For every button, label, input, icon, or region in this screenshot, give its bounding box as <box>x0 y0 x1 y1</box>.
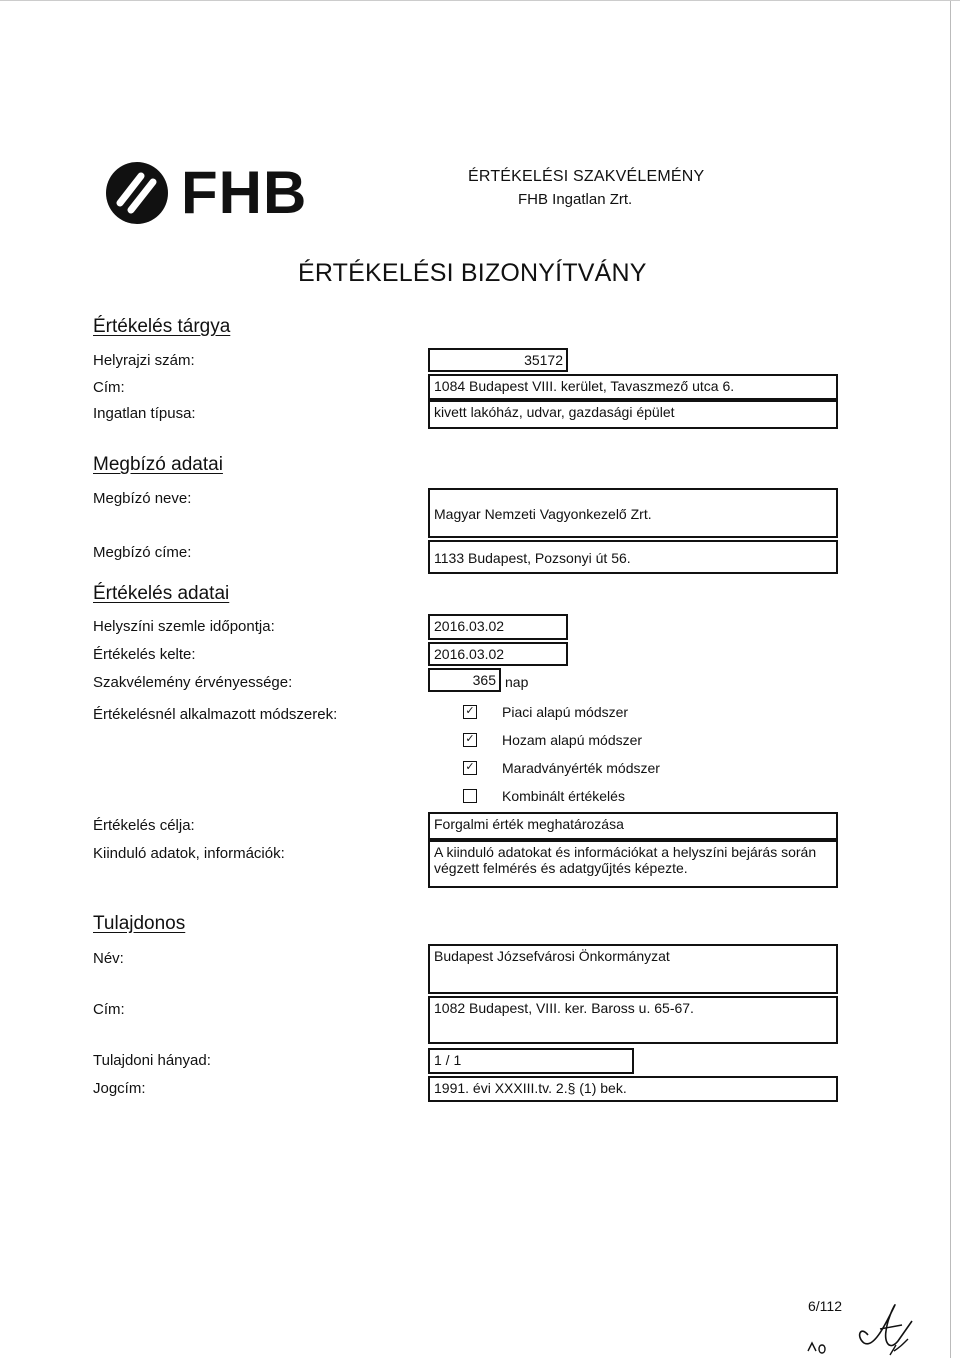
method-label-market: Piaci alapú módszer <box>502 704 629 720</box>
method-label-combined: Kombinált értékelés <box>502 788 625 804</box>
validity-label: Szakvélemény érvényessége: <box>93 674 293 691</box>
scan-edge-line <box>950 0 951 1358</box>
inspection-date-field: 2016.03.02 <box>428 614 568 640</box>
page-number: 6/112 <box>808 1298 842 1314</box>
address-label: Cím: <box>93 379 125 396</box>
client-address-field: 1133 Budapest, Pozsonyi út 56. <box>428 540 838 574</box>
legal-title-field: 1991. évi XXXIII.tv. 2.§ (1) bek. <box>428 1076 838 1102</box>
owner-address-label: Cím: <box>93 1001 125 1018</box>
ownership-share-field: 1 / 1 <box>428 1048 634 1074</box>
address-field: 1084 Budapest VIII. kerület, Tavaszmező utca 6. <box>428 374 838 400</box>
valuation-date-label: Értékelés kelte: <box>93 646 196 663</box>
owner-name-label: Név: <box>93 950 124 967</box>
page-title: ÉRTÉKELÉSI BIZONYÍTVÁNY <box>298 259 647 287</box>
client-name-field: Magyar Nemzeti Vagyonkezelő Zrt. <box>428 488 838 538</box>
methods-label: Értékelésnél alkalmazott módszerek: <box>93 706 338 723</box>
purpose-label: Értékelés célja: <box>93 817 195 834</box>
document-type: ÉRTÉKELÉSI SZAKVÉLEMÉNY <box>468 168 705 185</box>
inspection-date-label: Helyszíni szemle időpontja: <box>93 618 275 635</box>
validity-unit: nap <box>505 674 529 690</box>
section-heading-owner: Tulajdonos <box>93 913 186 934</box>
method-label-income: Hozam alapú módszer <box>502 732 643 748</box>
valuation-date-field: 2016.03.02 <box>428 642 568 666</box>
property-type-field: kivett lakóház, udvar, gazdasági épület <box>428 400 838 429</box>
method-checkbox-market[interactable]: ✓ <box>463 705 477 719</box>
ownership-share-label: Tulajdoni hányad: <box>93 1052 211 1069</box>
method-label-residual: Maradványérték módszer <box>502 760 660 776</box>
company-name: FHB Ingatlan Zrt. <box>518 191 633 208</box>
method-checkbox-income[interactable]: ✓ <box>463 733 477 747</box>
handwritten-signature <box>790 1285 930 1358</box>
property-type-label: Ingatlan típusa: <box>93 405 196 422</box>
owner-name-field: Budapest Józsefvárosi Önkormányzat <box>428 944 838 994</box>
owner-address-field: 1082 Budapest, VIII. ker. Baross u. 65-67. <box>428 996 838 1044</box>
logo-text: FHB <box>181 159 308 226</box>
client-name-label: Megbízó neve: <box>93 490 192 507</box>
client-address-label: Megbízó címe: <box>93 544 192 561</box>
input-data-field: A kiinduló adatokat és információkat a helyszíni bejárás során végzett felmérés és adatgyűjtés képezte. <box>428 840 838 888</box>
fhb-logo <box>103 158 343 228</box>
input-data-label: Kiinduló adatok, információk: <box>93 845 285 862</box>
validity-field: 365 <box>428 668 501 692</box>
scan-top-edge <box>0 0 960 1</box>
parcel-label: Helyrajzi szám: <box>93 352 195 369</box>
section-heading-valuation: Értékelés adatai <box>93 583 230 604</box>
parcel-field: 35172 <box>428 348 568 372</box>
section-heading-subject: Értékelés tárgya <box>93 316 231 337</box>
method-checkbox-combined[interactable] <box>463 789 477 803</box>
section-heading-client: Megbízó adatai <box>93 454 223 475</box>
method-checkbox-residual[interactable]: ✓ <box>463 761 477 775</box>
purpose-field: Forgalmi érték meghatározása <box>428 812 838 840</box>
legal-title-label: Jogcím: <box>93 1080 146 1097</box>
